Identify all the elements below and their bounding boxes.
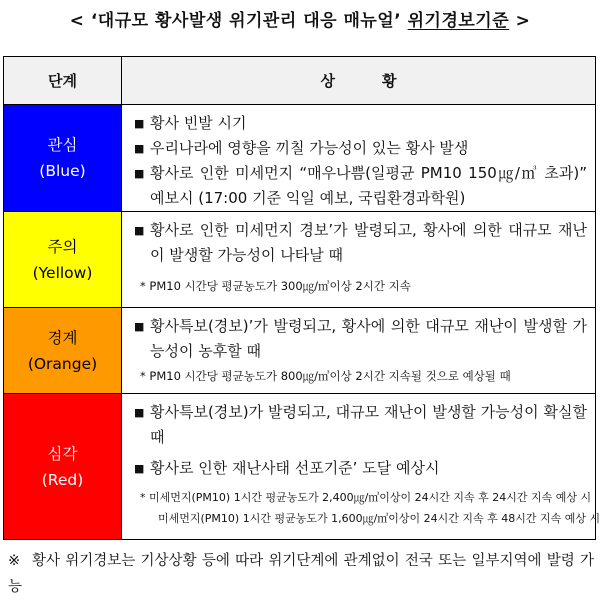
list-item xyxy=(134,314,587,364)
bullet-text: 황사특보(경보)가 발령되고, 대규모 재난이 발생할 가능성이 확실할 때 xyxy=(150,403,587,446)
bullet-text: 황사로 인한 미세먼지 “매우나쁨(일평균 PM10 150㎍/㎥ 초과)” 예보시 (17:00 기준 익일 예보, 국립환경과학원) xyxy=(150,164,587,207)
level-cell-blue xyxy=(4,105,122,212)
table-row-red xyxy=(4,394,596,540)
reference-mark: ※ xyxy=(8,553,21,569)
title-underlined: 위기경보기준 xyxy=(407,11,510,31)
level-english: (Yellow) xyxy=(32,263,93,282)
bullet-icon: ■ xyxy=(134,224,145,237)
level-name: 경계 xyxy=(47,328,78,347)
list-item xyxy=(134,218,587,268)
level-cell-orange xyxy=(4,308,122,394)
bullet-icon: ■ xyxy=(134,320,145,333)
bullet-text: 황사로 인한 미세먼지 경보’가 발령되고, 황사에 의한 대규모 재난이 발생할 가능성이 나타날 때 xyxy=(150,221,587,264)
table-row-orange xyxy=(4,308,596,394)
bullet-icon: ■ xyxy=(134,142,145,155)
level-name: 심각 xyxy=(47,444,78,463)
situation-cell-red xyxy=(122,394,600,540)
level-english: (Orange) xyxy=(27,354,98,373)
level-cell-yellow xyxy=(4,212,122,308)
footer-note xyxy=(8,548,594,600)
bullet-text: 우리나라에 영향을 끼칠 가능성이 있는 황사 발생 xyxy=(150,139,469,157)
bullet-text: 황사 빈발 시기 xyxy=(150,114,247,132)
list-item xyxy=(134,136,587,161)
table-header-row xyxy=(4,57,596,105)
level-name: 관심 xyxy=(47,136,78,154)
level-english: (Blue) xyxy=(39,162,86,180)
situation-cell-orange xyxy=(122,308,596,394)
list-item xyxy=(134,456,587,481)
bullet-text: 황사로 인한 재난사태 선포기준’ 도달 예상시 xyxy=(150,459,440,477)
bullet-icon: ■ xyxy=(134,167,145,180)
bullet-icon: ■ xyxy=(134,406,145,419)
table-row-yellow xyxy=(4,212,596,308)
header-level: 단계 xyxy=(4,57,122,105)
table-row-blue xyxy=(4,105,596,212)
bullet-icon: ■ xyxy=(134,117,145,130)
footer-text: 황사 위기경보는 기상상황 등에 따라 위기단계에 관계없이 전국 또는 일부지역에 발령 가능 xyxy=(8,553,594,595)
footnote: * 미세먼지(PM10) 1시간 평균농도가 2,400㎍/㎥이상이 24시간 지속 후 24시간 지속 예상 시 xyxy=(140,491,592,504)
footnote: * PM10 시간당 평균농도가 800㎍/㎥이상 2시간 지속될 것으로 예상될 때 xyxy=(140,369,511,383)
bullet-icon: ■ xyxy=(134,462,145,475)
level-english: (Red) xyxy=(41,470,84,489)
document-title xyxy=(0,0,600,44)
header-situation: 상 황 xyxy=(122,57,596,105)
crisis-level-table xyxy=(3,56,600,540)
footnote: 미세먼지(PM10) 1시간 평균농도가 1,600㎍/㎥이상이 24시간 지속 후 48시간 지속 예상 시 xyxy=(158,512,600,525)
list-item xyxy=(134,111,587,136)
list-item xyxy=(134,400,587,450)
list-item xyxy=(134,161,587,211)
situation-cell-blue xyxy=(122,105,596,212)
bullet-text: 황사특보(경보)’가 발령되고, 황사에 의한 대규모 재난이 발생할 가능성이 농후할 때 xyxy=(150,317,587,360)
footnote: * PM10 시간당 평균농도가 300㎍/㎥이상 2시간 지속 xyxy=(140,279,411,293)
title-prefix: < ‘대규모 황사발생 위기관리 대응 매뉴얼’ xyxy=(69,11,408,31)
situation-cell-yellow xyxy=(122,212,596,308)
level-cell-red xyxy=(4,394,122,540)
level-name: 주의 xyxy=(47,237,78,256)
title-suffix: > xyxy=(509,11,531,31)
